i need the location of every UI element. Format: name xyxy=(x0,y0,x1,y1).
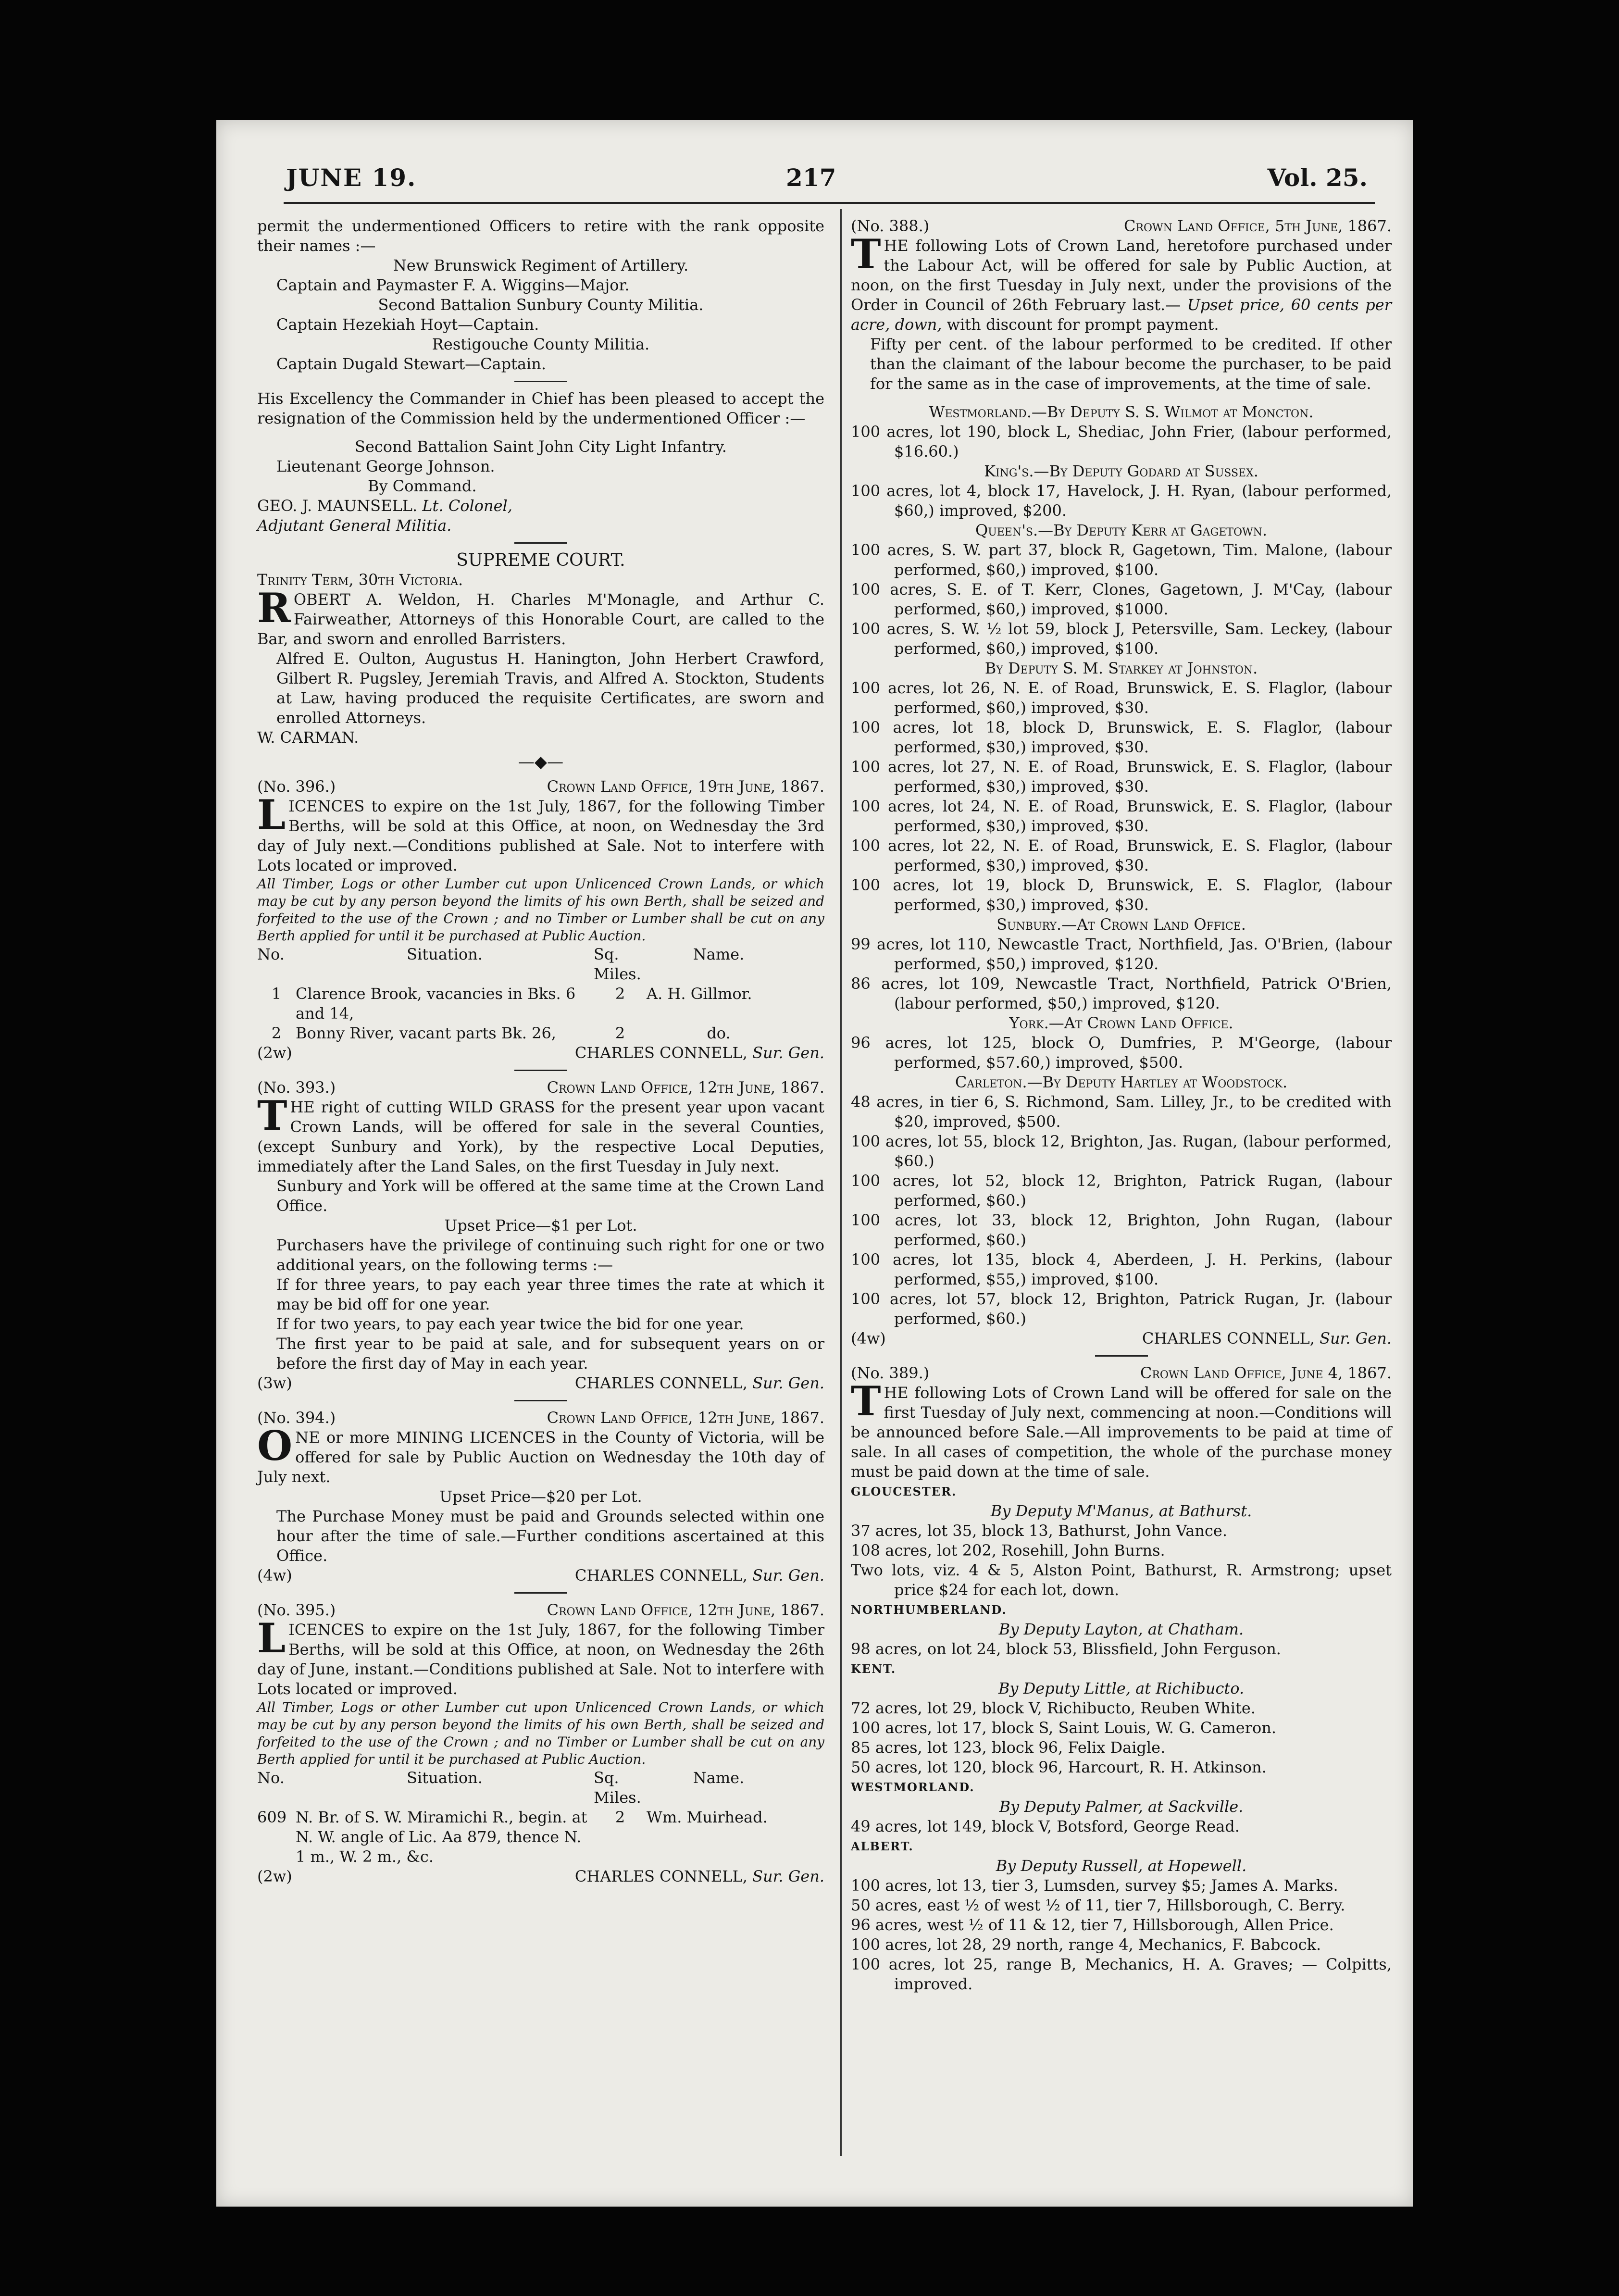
insertion-count: (2w) xyxy=(257,1044,292,1062)
signer-title-2: Adjutant General Militia. xyxy=(257,516,452,535)
notice-body: Sunbury and York will be offered at the same time at the Crown Land Office. xyxy=(276,1177,824,1215)
lot-entry: 100 acres, S. E. of T. Kerr, Clones, Gagetown, J. M'Cay, (labour performed, $60,) improved, $1000. xyxy=(851,580,1392,618)
notice-396 xyxy=(257,777,824,1063)
resign-officer: Lieutenant George Johnson. xyxy=(276,457,495,475)
gazette-page xyxy=(216,120,1413,2207)
district-heading: Queen's.—By Deputy Kerr at Gagetown. xyxy=(975,521,1268,539)
notice-body: ICENCES to expire on the 1st July, 1867, for the following Timber Berths, will be sold at this Office, at noon, on Wednesday the 3rd day of July next.—Conditions published at Sale. Not to interfere with Lots located or improved. xyxy=(257,797,824,874)
court-paragraph-1: OBERT A. Weldon, H. Charles M'Monagle, and Arthur C. Fairweather, Attorneys of this Honorable Court, are called to the Bar, and sworn and enrolled Barristers. xyxy=(257,590,824,648)
table-cell: 609 xyxy=(257,1808,287,1826)
table-header: No. xyxy=(257,1769,285,1787)
upset-price: Upset Price—$1 per Lot. xyxy=(444,1216,637,1235)
notice-body: ICENCES to expire on the 1st July, 1867, for the following Timber Berths, will be sold at this Office, at noon, on Wednesday the 26th day of June, instant.—Conditions published at Sale. Not to interfere with Lots located or improved. xyxy=(257,1621,825,1698)
ornament-divider: —◆— xyxy=(518,752,564,772)
signer-title: Sur. Gen. xyxy=(752,1374,824,1392)
section-rule xyxy=(514,1070,567,1071)
lot-entry: 100 acres, lot 27, N. E. of Road, Brunswick, E. S. Flaglor, (labour performed, $30,) improved, $30. xyxy=(851,758,1392,796)
table-cell: Bonny River, vacant parts Bk. 26, xyxy=(296,1024,556,1042)
county-heading: ALBERT. xyxy=(851,1839,914,1853)
table-cell: 2 xyxy=(271,1024,282,1042)
table-cell: Clarence Brook, vacancies in Bks. 6 and 14, xyxy=(296,985,576,1023)
county-lots-list xyxy=(851,1482,1392,1994)
right-column xyxy=(851,216,1392,1994)
berth-table xyxy=(257,945,824,1043)
berth-table xyxy=(257,1768,824,1867)
lot-entry: 108 acres, lot 202, Rosehill, John Burns. xyxy=(851,1541,1165,1560)
by-command: By Command. xyxy=(368,477,477,495)
lot-entry: 100 acres, S. W. part 37, block R, Gagetown, Tim. Malone, (labour performed, $60,) improved, $100. xyxy=(851,541,1392,579)
lot-entry: 50 acres, east ½ of west ½ of 11, tier 7, Hillsborough, C. Berry. xyxy=(851,1896,1345,1914)
page-header xyxy=(286,163,1382,207)
retire-line: Second Battalion Sunbury County Militia. xyxy=(378,296,704,314)
county-heading: NORTHUMBERLAND. xyxy=(851,1603,1007,1617)
notice-body-italic: Upset price, 60 cents per acre, down, xyxy=(851,296,1392,334)
court-title: SUPREME COURT. xyxy=(456,550,625,570)
lot-entry: 100 acres, lot 22, N. E. of Road, Brunswick, E. S. Flaglor, (labour performed, $30,) improved, $30. xyxy=(851,836,1392,874)
district-heading: York.—At Crown Land Office. xyxy=(1009,1014,1233,1032)
notice-body: If for two years, to pay each year twice the bid for one year. xyxy=(276,1315,744,1333)
notice-body: HE following Lots of Crown Land, heretofore purchased under the Labour Act, will be offered for sale by Public Auction, at noon, on the first Tuesday in July next, under the provisions of the Order in Council of 26th February last.— xyxy=(851,237,1392,314)
drop-cap: T xyxy=(257,1092,287,1139)
lot-entry: 100 acres, S. W. ½ lot 59, block J, Petersville, Sam. Leckey, (labour performed, $60,) improved, $100. xyxy=(851,620,1392,658)
table-cell: N. Br. of S. W. Miramichi R., begin. at N. W. angle of Lic. Aa 879, thence N. 1 m., W. 2 m., &c. xyxy=(296,1808,587,1866)
retire-notice xyxy=(257,216,824,374)
header-rule xyxy=(284,202,1375,204)
notice-office: Crown Land Office, 19th June, 1867. xyxy=(547,777,824,796)
table-header: Sq. Miles. xyxy=(594,1769,641,1807)
signer-name: CHARLES CONNELL, xyxy=(574,1374,747,1392)
retire-line: Captain Hezekiah Hoyt—Captain. xyxy=(276,315,539,334)
lot-entry: 100 acres, lot 19, block D, Brunswick, E. S. Flaglor, (labour performed, $30,) improved, $30. xyxy=(851,876,1392,914)
lot-entry: 100 acres, lot 25, range B, Mechanics, H. A. Graves; — Colpitts, improved. xyxy=(851,1955,1392,1993)
supreme-court-notice xyxy=(257,550,824,748)
lot-entry: 98 acres, on lot 24, block 53, Blissfield, John Ferguson. xyxy=(851,1640,1281,1658)
insertion-count: (3w) xyxy=(257,1374,292,1392)
table-cell: Wm. Muirhead. xyxy=(647,1808,768,1826)
signer-title: Sur. Gen. xyxy=(752,1044,824,1062)
notice-388 xyxy=(851,216,1392,1348)
table-cell: A. H. Gillmor. xyxy=(647,985,752,1003)
lot-entry: 100 acres, lot 55, block 12, Brighton, Jas. Rugan, (labour performed, $60.) xyxy=(851,1132,1392,1170)
section-rule xyxy=(514,381,567,382)
court-paragraph-2: Alfred E. Oulton, Augustus H. Hanington, John Herbert Crawford, Gilbert R. Pugsley, Jeremiah Travis, and Alfred A. Stockton, Students at Law, having produced the requisite Certificates, are sworn and enrolled Attorneys. xyxy=(276,649,824,727)
retire-line: Restigouche County Militia. xyxy=(432,335,650,353)
lot-entry: 100 acres, lot 17, block S, Saint Louis, W. G. Cameron. xyxy=(851,1719,1277,1737)
notice-number: (No. 389.) xyxy=(851,1364,930,1382)
notice-body: HE right of cutting WILD GRASS for the present year upon vacant Crown Lands, will be offered for sale in the several Counties, (except Sunbury and York), by the respective Local Deputies, immediately after the Land Sales, on the first Tuesday in July next. xyxy=(257,1098,824,1175)
resign-notice xyxy=(257,389,824,536)
notice-number: (No. 393.) xyxy=(257,1078,336,1097)
page-number: 217 xyxy=(786,163,836,192)
notice-395 xyxy=(257,1600,824,1886)
notice-number: (No. 388.) xyxy=(851,217,930,235)
notice-office: Crown Land Office, 12th June, 1867. xyxy=(547,1601,824,1619)
lot-entry: 99 acres, lot 110, Newcastle Tract, Northfield, Jas. O'Brien, (labour performed, $50,) improved, $120. xyxy=(851,935,1392,973)
section-rule xyxy=(1095,1355,1148,1357)
retire-intro: permit the undermentioned Officers to retire with the rank opposite their names :— xyxy=(257,217,824,255)
drop-cap: T xyxy=(851,1377,881,1425)
resign-signature xyxy=(257,496,824,516)
notice-body: If for three years, to pay each year three times the rate at which it may be bid off for one year. xyxy=(276,1275,824,1313)
retire-line: New Brunswick Regiment of Artillery. xyxy=(393,256,689,275)
notice-office: Crown Land Office, 12th June, 1867. xyxy=(547,1409,824,1427)
drop-cap: R xyxy=(257,584,291,632)
court-term: Trinity Term, 30th Victoria. xyxy=(257,571,463,589)
upset-price: Upset Price—$20 per Lot. xyxy=(439,1487,642,1506)
lot-entry: 37 acres, lot 35, block 13, Bathurst, John Vance. xyxy=(851,1522,1227,1540)
district-heading: Westmorland.—By Deputy S. S. Wilmot at Moncton. xyxy=(929,403,1314,421)
lot-entry: 96 acres, west ½ of 11 & 12, tier 7, Hillsborough, Allen Price. xyxy=(851,1916,1334,1934)
table-header: Situation. xyxy=(407,945,483,963)
lot-entry: 85 acres, lot 123, block 96, Felix Daigle. xyxy=(851,1738,1166,1757)
notice-393 xyxy=(257,1078,824,1393)
section-rule xyxy=(514,542,567,544)
notice-number: (No. 394.) xyxy=(257,1409,336,1427)
notice-394 xyxy=(257,1408,824,1585)
notice-body: Fifty per cent. of the labour performed to be credited. If other than the claimant of the labour become the purchaser, to be paid for the same as in the case of improvements, at the time of sale. xyxy=(870,335,1392,393)
deputy-line: By Deputy Palmer, at Sackville. xyxy=(999,1797,1244,1816)
district-heading: King's.—By Deputy Godard at Sussex. xyxy=(984,462,1258,480)
table-cell: 2 xyxy=(615,1024,625,1042)
drop-cap: T xyxy=(851,230,881,278)
lot-entry: 100 acres, lot 57, block 12, Brighton, Patrick Rugan, Jr. (labour performed, $60.) xyxy=(851,1290,1392,1328)
lot-entry: 100 acres, lot 26, N. E. of Road, Brunswick, E. S. Flaglor, (labour performed, $60,) improved, $30. xyxy=(851,679,1392,717)
table-header: No. xyxy=(257,945,285,963)
notice-body-end: with discount for prompt payment. xyxy=(946,315,1219,334)
notice-office: Crown Land Office, 12th June, 1867. xyxy=(547,1078,824,1097)
section-rule xyxy=(514,1400,567,1401)
deputy-line: By Deputy Layton, at Chatham. xyxy=(998,1620,1244,1638)
insertion-count: (4w) xyxy=(851,1329,886,1348)
lot-entry: 100 acres, lot 190, block L, Shediac, John Frier, (labour performed, $16.60.) xyxy=(851,423,1392,461)
lot-entry: 100 acres, lot 24, N. E. of Road, Brunswick, E. S. Flaglor, (labour performed, $30,) improved, $30. xyxy=(851,797,1392,835)
lot-entry: 100 acres, lot 28, 29 north, range 4, Mechanics, F. Babcock. xyxy=(851,1935,1321,1954)
table-cell: 2 xyxy=(615,985,625,1003)
drop-cap: L xyxy=(257,791,286,838)
signer-name: CHARLES CONNELL, xyxy=(574,1044,747,1062)
lot-entry: 96 acres, lot 125, block O, Dumfries, P. M'George, (labour performed, $57.60,) improved, $500. xyxy=(851,1034,1392,1072)
county-heading: GLOUCESTER. xyxy=(851,1485,957,1498)
signer-title: Sur. Gen. xyxy=(752,1867,824,1885)
lot-entry: 100 acres, lot 33, block 12, Brighton, John Rugan, (labour performed, $60.) xyxy=(851,1211,1392,1249)
notice-number: (No. 395.) xyxy=(257,1601,336,1619)
resign-text: His Excellency the Commander in Chief has been pleased to accept the resignation of the Commission held by the undermentioned Officer :— xyxy=(257,389,824,427)
notice-office: Crown Land Office, June 4, 1867. xyxy=(1140,1364,1392,1382)
lot-entry: 100 acres, lot 135, block 4, Aberdeen, J. H. Perkins, (labour performed, $55,) improved, $100. xyxy=(851,1250,1392,1288)
volume-number: Vol. 25. xyxy=(1267,163,1368,192)
signer-name: CHARLES CONNELL, xyxy=(1142,1329,1315,1348)
lot-entry: 49 acres, lot 149, block V, Botsford, George Read. xyxy=(851,1817,1240,1835)
left-column xyxy=(257,216,824,1886)
signer-title: Lt. Colonel, xyxy=(422,497,512,515)
notice-body: Purchasers have the privilege of continuing such right for one or two additional years, on the following terms :— xyxy=(276,1236,824,1274)
signer-title: Sur. Gen. xyxy=(752,1566,824,1585)
issue-date: JUNE 19. xyxy=(286,163,417,192)
deputy-line: By Deputy M'Manus, at Bathurst. xyxy=(990,1502,1252,1520)
column-divider xyxy=(840,209,842,2156)
county-heading: KENT. xyxy=(851,1662,897,1676)
table-cell: 1 xyxy=(271,985,282,1003)
lot-entry: 86 acres, lot 109, Newcastle Tract, Northfield, Patrick O'Brien, (labour performed, $50,) improved, $120. xyxy=(851,974,1392,1012)
county-heading: WESTMORLAND. xyxy=(851,1780,975,1794)
lot-entry: 100 acres, lot 52, block 12, Brighton, Patrick Rugan, (labour performed, $60.) xyxy=(851,1172,1392,1210)
district-heading: Carleton.—By Deputy Hartley at Woodstock. xyxy=(955,1073,1288,1091)
lot-entry: 100 acres, lot 4, block 17, Havelock, J. H. Ryan, (labour performed, $60,) improved, $200. xyxy=(851,482,1392,520)
insertion-count: (2w) xyxy=(257,1867,292,1885)
notice-number: (No. 396.) xyxy=(257,777,336,796)
notice-body: The first year to be paid at sale, and for subsequent years on or before the first day of May in each year. xyxy=(276,1335,824,1373)
notice-body: The Purchase Money must be paid and Grounds selected within one hour after the time of sale.—Further conditions ascertained at this Office. xyxy=(276,1507,824,1565)
table-header: Name. xyxy=(693,1769,745,1787)
drop-cap: L xyxy=(257,1614,286,1662)
table-header: Situation. xyxy=(407,1769,483,1787)
lot-entry: 48 acres, in tier 6, S. Richmond, Sam. Lilley, Jr., to be credited with $20, improved, $500. xyxy=(851,1093,1392,1131)
lot-entry: 100 acres, lot 13, tier 3, Lumsden, survey $5; James A. Marks. xyxy=(851,1876,1338,1895)
resign-unit: Second Battalion Saint John City Light Infantry. xyxy=(355,437,727,456)
signer-title: Sur. Gen. xyxy=(1320,1329,1392,1348)
insertion-count: (4w) xyxy=(257,1566,292,1585)
labour-lots-list xyxy=(851,402,1392,1329)
table-cell: 2 xyxy=(615,1808,625,1826)
deputy-line: By Deputy Little, at Richibucto. xyxy=(998,1679,1245,1697)
drop-cap: O xyxy=(257,1422,293,1470)
signer-name: CHARLES CONNELL, xyxy=(574,1566,747,1585)
notice-389 xyxy=(851,1363,1392,1994)
table-header: Sq. Miles. xyxy=(594,945,641,983)
notice-caution: All Timber, Logs or other Lumber cut upon Unlicenced Crown Lands, or which may be cut by any person beyond the limits of his own Berth, shall be seized and forfeited to the use of the Crown ; and no Timber or Lumber shall be cut on any Berth applied for until it be purchased at Public Auction. xyxy=(257,876,824,944)
deputy-line: By Deputy Russell, at Hopewell. xyxy=(996,1857,1247,1875)
lot-entry: 100 acres, lot 18, block D, Brunswick, E. S. Flaglor, (labour performed, $30,) improved, $30. xyxy=(851,718,1392,756)
section-rule xyxy=(514,1592,567,1594)
notice-body: NE or more MINING LICENCES in the County of Victoria, will be offered for sale by Public Auction on Wednesday the 10th day of July next. xyxy=(257,1428,824,1486)
retire-line: Captain Dugald Stewart—Captain. xyxy=(276,355,547,373)
signer-name: CHARLES CONNELL, xyxy=(574,1867,747,1885)
signer-name: GEO. J. MAUNSELL. xyxy=(257,497,418,515)
lot-entry: Two lots, viz. 4 & 5, Alston Point, Bathurst, R. Armstrong; upset price $24 for each lot, down. xyxy=(851,1561,1392,1599)
court-signer: W. CARMAN. xyxy=(257,728,359,747)
district-heading: Sunbury.—At Crown Land Office. xyxy=(996,915,1246,934)
table-header: Name. xyxy=(693,945,745,963)
notice-body: HE following Lots of Crown Land will be offered for sale on the first Tuesday of July next, commencing at noon.—Conditions will be announced before Sale.—All improvements to be paid at time of sale. In all cases of competition, the whole of the purchase money must be paid down at the time of sale. xyxy=(851,1384,1392,1481)
lot-entry: 72 acres, lot 29, block V, Richibucto, Reuben White. xyxy=(851,1699,1256,1717)
retire-line: Captain and Paymaster F. A. Wiggins—Major. xyxy=(276,276,630,294)
lot-entry: 50 acres, lot 120, block 96, Harcourt, R. H. Atkinson. xyxy=(851,1758,1267,1776)
notice-office: Crown Land Office, 5th June, 1867. xyxy=(1123,217,1392,235)
table-cell: do. xyxy=(707,1024,731,1042)
notice-caution: All Timber, Logs or other Lumber cut upon Unlicenced Crown Lands, or which may be cut by any person beyond the limits of his own Berth, shall be seized and forfeited to the use of the Crown ; and no Timber or Lumber shall be cut on any Berth applied for until it be purchased at Public Auction. xyxy=(257,1699,824,1767)
district-heading: By Deputy S. M. Starkey at Johnston. xyxy=(984,659,1258,677)
